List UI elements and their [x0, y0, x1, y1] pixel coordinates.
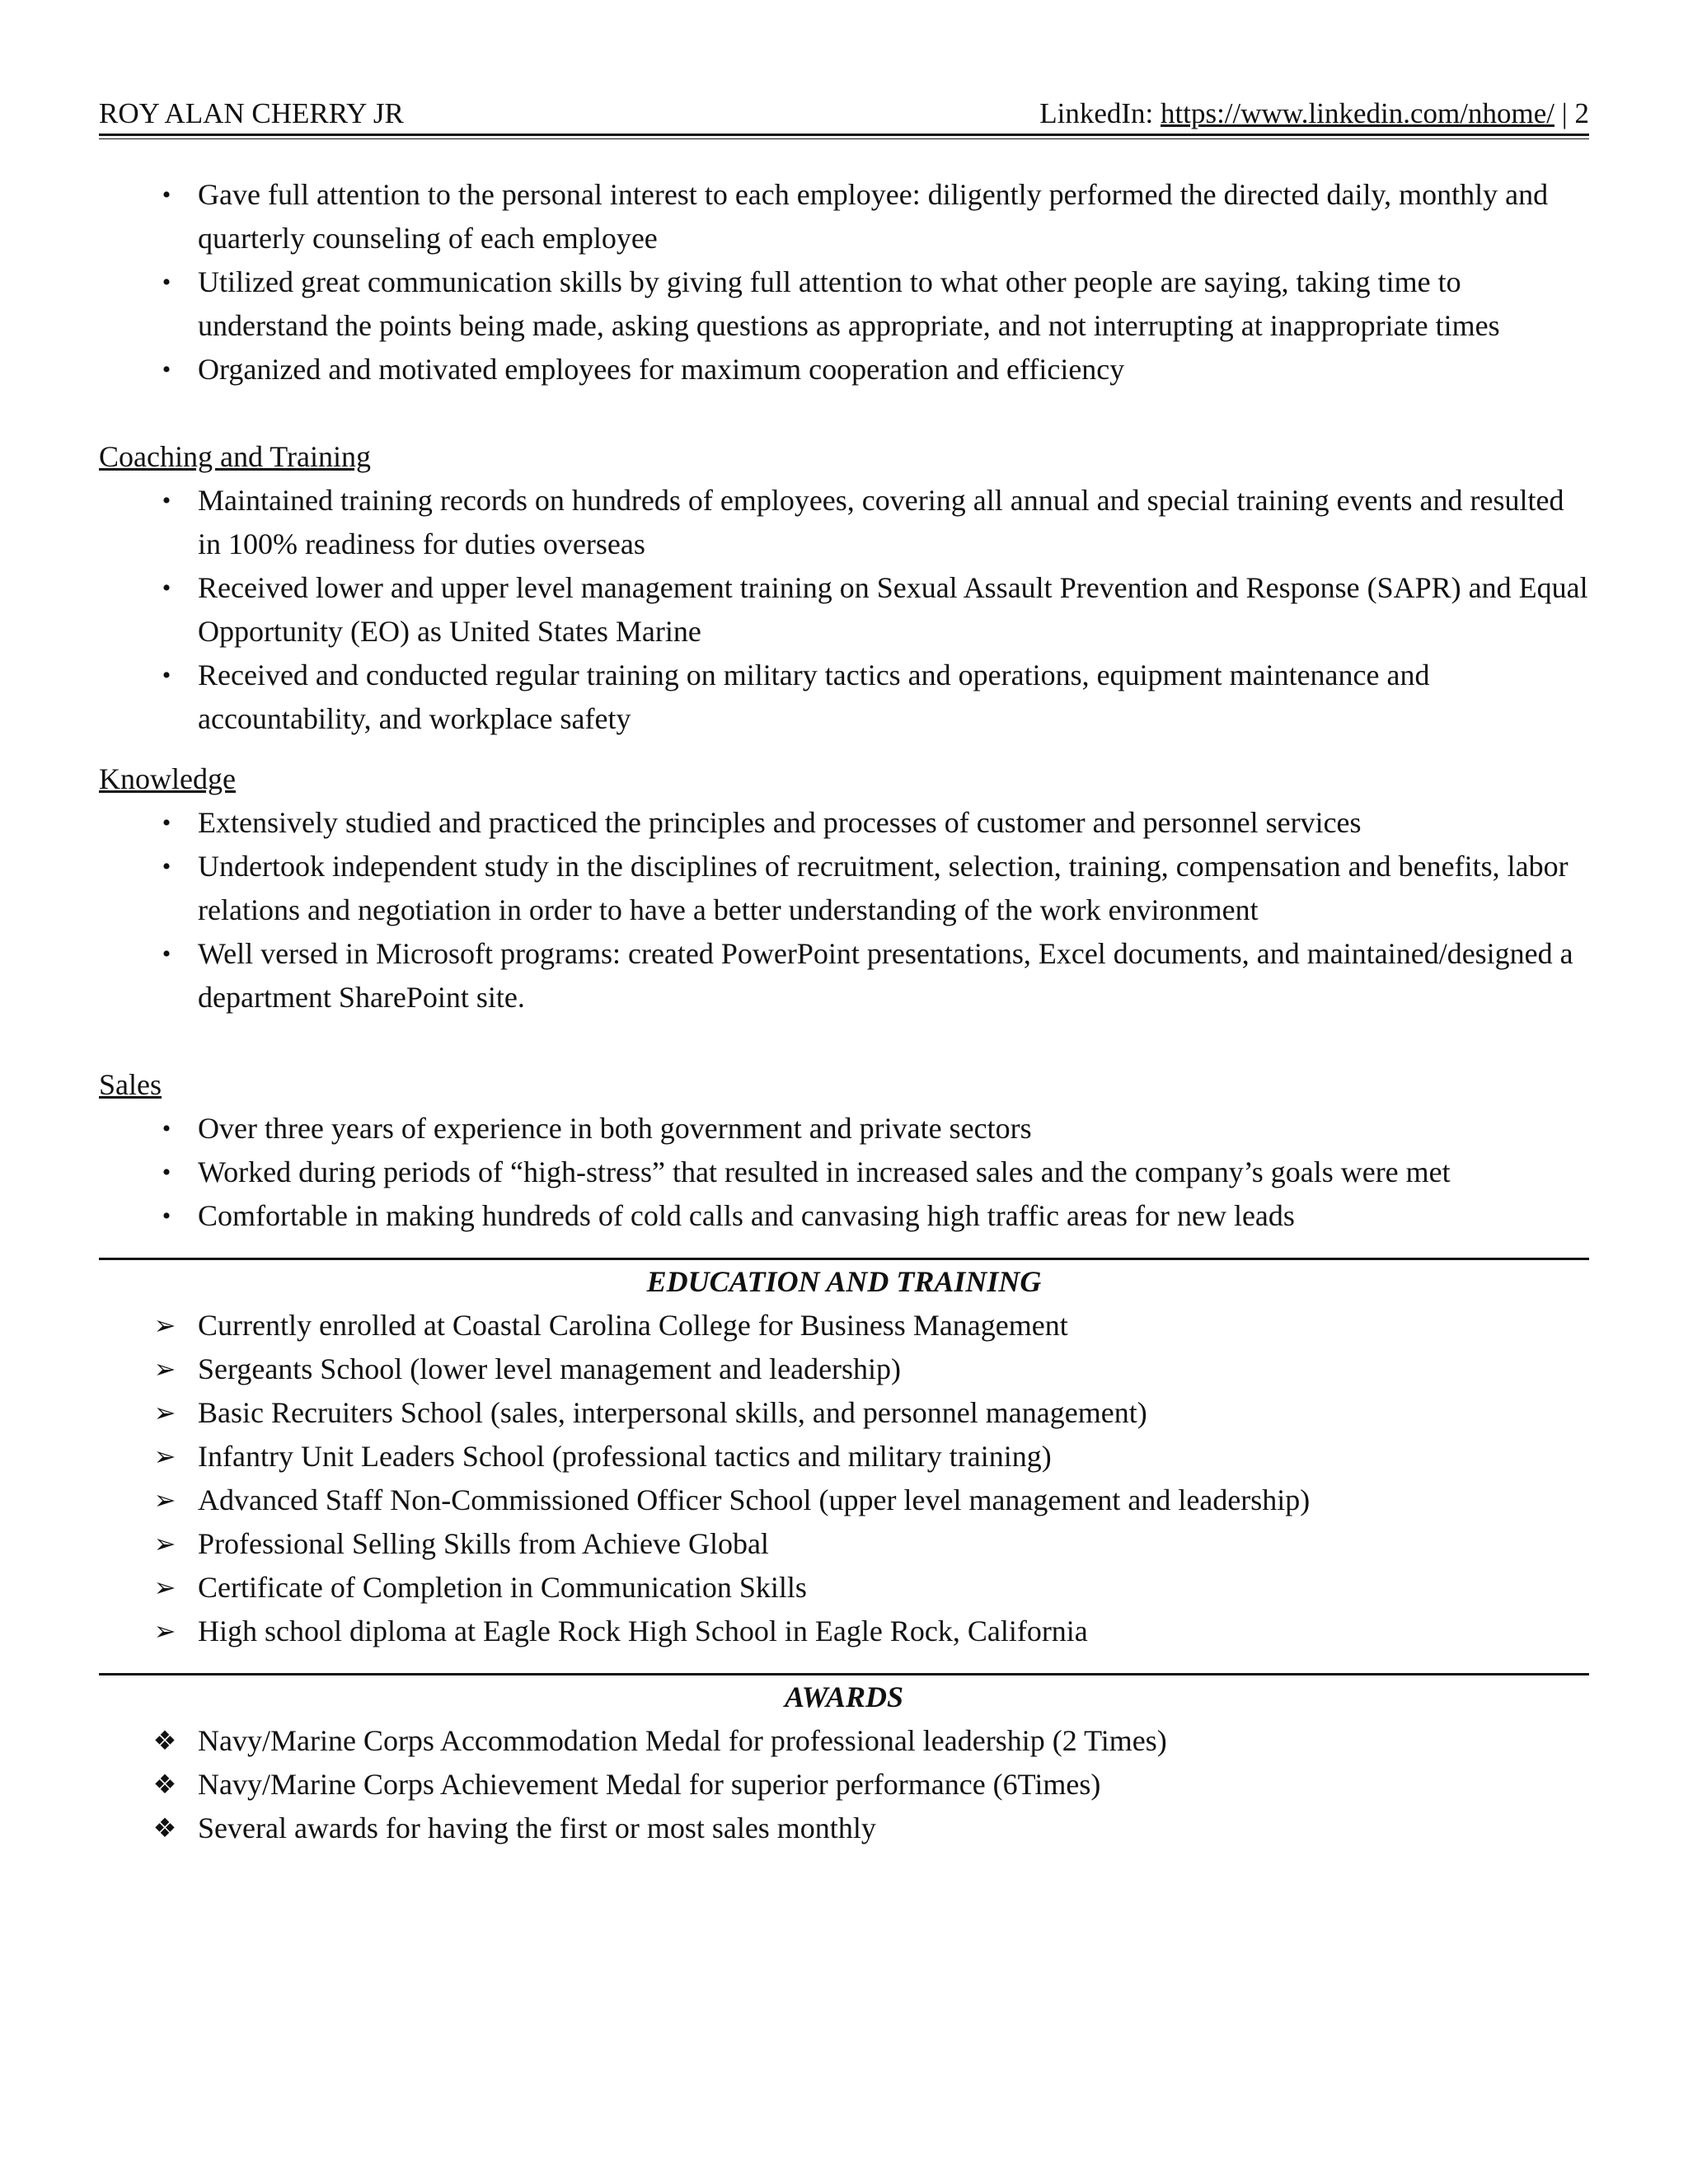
arrow-bullet-icon: ➢	[153, 1529, 176, 1558]
bullet-dot-icon: •	[162, 487, 171, 514]
awards-list	[99, 1719, 1589, 1850]
sales-heading: Sales	[99, 1068, 162, 1101]
bullet-dot-icon: •	[162, 1115, 171, 1142]
intro-bullet-list	[99, 173, 1589, 391]
list-item: • Over three years of experience in both government and private sectors	[99, 1107, 1589, 1151]
list-item: • Well versed in Microsoft programs: created PowerPoint presentations, Excel documents, and maintained/designed a department SharePoint site.	[99, 932, 1589, 1019]
list-item: ❖ Several awards for having the first or most sales monthly	[99, 1807, 1589, 1850]
list-item: • Maintained training records on hundreds of employees, covering all annual and special training events and resulted in 100% readiness for duties overseas	[99, 479, 1589, 566]
list-item: • Received lower and upper level management training on Sexual Assault Prevention and Response (SAPR) and Equal Opportunity (EO) as United States Marine	[99, 566, 1589, 654]
resume-content	[99, 173, 1589, 1850]
page-header	[99, 97, 1589, 137]
knowledge-bullet-list	[99, 801, 1589, 1019]
candidate-name: ROY ALAN CHERRY JR	[99, 97, 404, 129]
linkedin-label: LinkedIn:	[1039, 97, 1161, 129]
bullet-dot-icon: •	[162, 1202, 171, 1230]
resume-page	[99, 0, 1589, 2184]
coaching-bullet-list	[99, 479, 1589, 741]
bullet-dot-icon: •	[162, 662, 171, 689]
list-item: • Received and conducted regular training on military tactics and operations, equipment maintenance and accountability, and workplace safety	[99, 654, 1589, 741]
bullet-dot-icon: •	[162, 940, 171, 968]
list-item: ➢ Currently enrolled at Coastal Carolina College for Business Management	[99, 1304, 1589, 1347]
bullet-dot-icon: •	[162, 574, 171, 602]
list-item: ➢ Advanced Staff Non-Commissioned Officer School (upper level management and leadership)	[99, 1479, 1589, 1522]
diamond-bullet-icon: ❖	[152, 1726, 177, 1755]
list-item: • Extensively studied and practiced the principles and processes of customer and personnel services	[99, 801, 1589, 845]
page-number: | 2	[1554, 97, 1589, 129]
list-item: • Gave full attention to the personal interest to each employee: diligently performed the directed daily, monthly and quarterly counseling of each employee	[99, 173, 1589, 260]
awards-heading: AWARDS	[784, 1680, 904, 1713]
list-item: ➢ Professional Selling Skills from Achieve Global	[99, 1522, 1589, 1566]
education-heading: EDUCATION AND TRAINING	[646, 1265, 1042, 1298]
bullet-dot-icon: •	[162, 853, 171, 880]
coaching-heading: Coaching and Training	[99, 440, 371, 473]
sales-bullet-list	[99, 1107, 1589, 1238]
list-item: ➢ Certificate of Completion in Communication Skills	[99, 1566, 1589, 1610]
list-item: ❖ Navy/Marine Corps Achievement Medal for superior performance (6Times)	[99, 1763, 1589, 1807]
knowledge-heading: Knowledge	[99, 762, 236, 795]
list-item: ❖ Navy/Marine Corps Accommodation Medal for professional leadership (2 Times)	[99, 1719, 1589, 1763]
bullet-dot-icon: •	[162, 356, 171, 383]
list-item: • Comfortable in making hundreds of cold calls and canvasing high traffic areas for new leads	[99, 1194, 1589, 1238]
arrow-bullet-icon: ➢	[153, 1441, 176, 1471]
arrow-bullet-icon: ➢	[153, 1485, 176, 1515]
arrow-bullet-icon: ➢	[153, 1616, 176, 1646]
arrow-bullet-icon: ➢	[153, 1398, 176, 1427]
bullet-dot-icon: •	[162, 269, 171, 296]
list-item: ➢ Infantry Unit Leaders School (professional tactics and military training)	[99, 1435, 1589, 1479]
list-item: • Worked during periods of “high-stress” that resulted in increased sales and the company’s goals were met	[99, 1151, 1589, 1194]
list-item: ➢ Sergeants School (lower level management and leadership)	[99, 1347, 1589, 1391]
linkedin-link[interactable]: https://www.linkedin.com/nhome/	[1160, 97, 1554, 129]
diamond-bullet-icon: ❖	[152, 1813, 177, 1843]
education-list	[99, 1304, 1589, 1653]
header-right	[1039, 97, 1589, 130]
arrow-bullet-icon: ➢	[153, 1354, 176, 1384]
header-divider	[99, 134, 1589, 136]
bullet-dot-icon: •	[162, 181, 171, 209]
bullet-dot-icon: •	[162, 809, 171, 837]
list-item: • Organized and motivated employees for maximum cooperation and efficiency	[99, 348, 1589, 391]
list-item: • Utilized great communication skills by giving full attention to what other people are saying, taking time to understand the points being made, asking questions as appropriate, and not interrupting at inappropriate times	[99, 260, 1589, 348]
arrow-bullet-icon: ➢	[153, 1572, 176, 1602]
list-item: ➢ High school diploma at Eagle Rock High School in Eagle Rock, California	[99, 1610, 1589, 1653]
list-item: ➢ Basic Recruiters School (sales, interpersonal skills, and personnel management)	[99, 1391, 1589, 1435]
diamond-bullet-icon: ❖	[152, 1769, 177, 1799]
bullet-dot-icon: •	[162, 1159, 171, 1186]
header-divider-thin	[99, 138, 1589, 139]
arrow-bullet-icon: ➢	[153, 1310, 176, 1340]
list-item: • Undertook independent study in the disciplines of recruitment, selection, training, compensation and benefits, labor relations and negotiation in order to have a better understanding of the work environment	[99, 845, 1589, 932]
